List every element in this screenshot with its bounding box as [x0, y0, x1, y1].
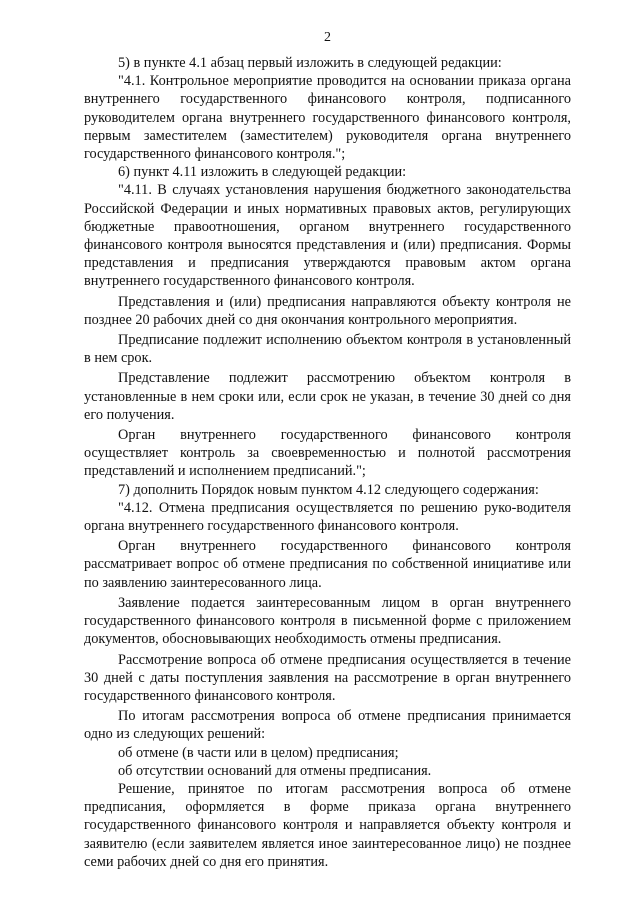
clause-4-12-text: "4.12. Отмена предписания осуществляется по решению руко-водителя органа внутреннего государственного финансового контроля. [84, 499, 571, 535]
clause-4-11-paragraph: Представления и (или) предписания направляются объекту контроля не позднее 20 рабочих дней со дня окончания контрольного мероприятия. [84, 293, 571, 328]
clause-4-12-paragraph: Решение, принятое по итогам рассмотрения вопроса об отмене предписания, оформляется в форме приказа органа внутреннего государственного финансового контроля и направляется объекту контроля и заявителю (если заявителем является иное заинтересованное лицо) не позднее семи рабочих дней со дня его принятия. [84, 780, 571, 870]
clause-4-12-paragraph: Рассмотрение вопроса об отмене предписания осуществляется в течение 30 дней с даты поступления заявления на рассмотрение в орган внутреннего государственного финансового контроля. [84, 651, 571, 704]
clause-4-12-paragraph: Орган внутреннего государственного финансового контроля рассматривает вопрос об отмене предписания по собственной инициативе или по заявлению заинтересованного лица. [84, 538, 571, 591]
clause-4-1-text: "4.1. Контрольное мероприятие проводится на основании приказа органа внутреннего государственного финансового контроля, подписанного руководителем органа внутреннего государственного финансового контроля, первым заместителем (заместителем) руководителя органа внутреннего государственного финансового контроля."; [84, 73, 571, 163]
amendment-item-7: 7) дополнить Порядок новым пунктом 4.12 следующего содержания: [118, 481, 539, 498]
decision-option: об отсутствии оснований для отмены предписания. [118, 762, 432, 779]
amendment-item-5: 5) в пункте 4.1 абзац первый изложить в следующей редакции: [118, 55, 502, 71]
amendment-item-6: 6) пункт 4.11 изложить в следующей редакции: [118, 164, 407, 181]
clause-4-11-paragraph: Орган внутреннего государственного финансового контроля осуществляет контроль за своевременностью и полнотой рассмотрения представлений и исполнением предписаний."; [84, 427, 571, 480]
decision-option: об отмене (в части или в целом) предписания; [118, 744, 399, 761]
clause-4-11-paragraph: Представление подлежит рассмотрению объектом контроля в установленные в нем сроки или, если срок не указан, в течение 30 дней со дня его получения. [84, 370, 571, 423]
clause-4-12-paragraph: Заявление подается заинтересованным лицом в орган внутреннего государственного финансового контроля в письменной форме с приложением документов, обосновывающих необходимость отмены предписания. [84, 594, 571, 648]
clause-4-11-paragraph: Предписание подлежит исполнению объектом контроля в установленный в нем срок. [84, 332, 571, 367]
clause-4-12-paragraph: По итогам рассмотрения вопроса об отмене предписания принимается одно из следующих решений: [84, 708, 571, 743]
page-number: 2 [324, 30, 331, 45]
clause-4-11-text: "4.11. В случаях установления нарушения бюджетного законодательства Российской Федерации и иных нормативных правовых актов, регулирующих бюджетные правоотношения, органом внутреннего государственного финансового контроля выносятся представления и (или) предписания. Формы представления и предписания утверждаются правовым актом органа внутреннего государственного финансового контроля. [84, 182, 571, 290]
